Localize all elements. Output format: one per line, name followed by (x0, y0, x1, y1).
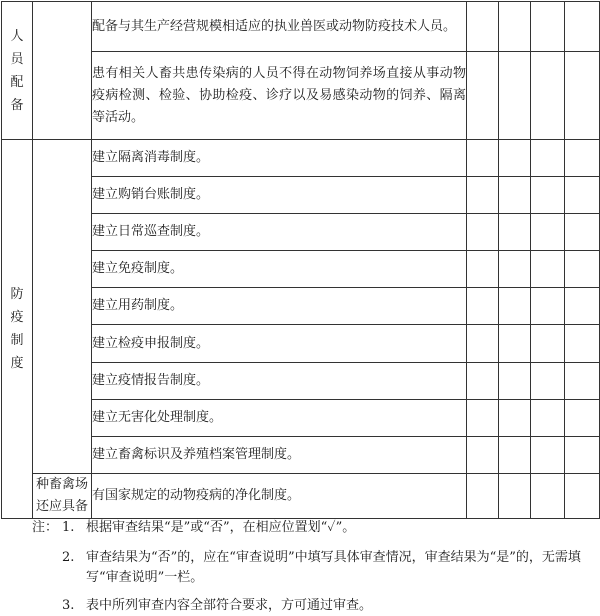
note-item (32, 596, 592, 616)
item-text: 配备与其生产经营规模相适应的执业兽医或动物防疫技术人员。 (92, 2, 467, 52)
note-number: 2. (62, 550, 75, 565)
item-text: 有国家规定的动物疫病的净化制度。 (92, 474, 467, 519)
table-row (2, 251, 600, 288)
remark-cell[interactable] (565, 2, 600, 52)
item-text: 建立免疫制度。 (92, 251, 467, 288)
table-row (2, 2, 600, 52)
result-cell[interactable] (467, 325, 499, 363)
result-cell[interactable] (531, 177, 565, 214)
remark-cell[interactable] (565, 52, 600, 140)
table-row (2, 288, 600, 325)
result-cell[interactable] (467, 251, 499, 288)
result-cell[interactable] (499, 288, 531, 325)
result-cell[interactable] (531, 325, 565, 363)
table-row (2, 214, 600, 251)
notes-label: 注： (32, 520, 59, 535)
table-row (2, 400, 600, 437)
note-number: 1. (62, 520, 75, 535)
note-item (32, 518, 592, 548)
table-row (2, 52, 600, 140)
remark-cell[interactable] (565, 400, 600, 437)
result-cell[interactable] (499, 140, 531, 177)
table-row (2, 325, 600, 363)
result-cell[interactable] (467, 2, 499, 52)
remark-cell[interactable] (565, 214, 600, 251)
remark-cell[interactable] (565, 474, 600, 519)
note-text: 审查结果为“否”的，应在“审查说明”中填写具体审查情况，审查结果为“是”的，无需填写“审查说明”一栏。 (86, 550, 581, 585)
result-cell[interactable] (499, 325, 531, 363)
result-cell[interactable] (499, 214, 531, 251)
result-cell[interactable] (499, 474, 531, 519)
result-cell[interactable] (499, 52, 531, 140)
remark-cell[interactable] (565, 288, 600, 325)
result-cell[interactable] (531, 140, 565, 177)
note-text: 根据审查结果“是”或“否”，在相应位置划“✓”。 (86, 520, 356, 535)
result-cell[interactable] (531, 437, 565, 474)
category-cell (2, 2, 33, 140)
remark-cell[interactable] (565, 363, 600, 400)
result-cell[interactable] (467, 177, 499, 214)
table-row (2, 437, 600, 474)
item-text: 建立疫情报告制度。 (92, 363, 467, 400)
result-cell[interactable] (467, 400, 499, 437)
table-row (2, 177, 600, 214)
remark-cell[interactable] (565, 177, 600, 214)
result-cell[interactable] (531, 363, 565, 400)
remark-cell[interactable] (565, 251, 600, 288)
result-cell[interactable] (531, 2, 565, 52)
result-cell[interactable] (467, 437, 499, 474)
result-cell[interactable] (467, 363, 499, 400)
table-row (2, 140, 600, 177)
result-cell[interactable] (467, 52, 499, 140)
result-cell[interactable] (499, 400, 531, 437)
result-cell[interactable] (531, 400, 565, 437)
item-text: 患有相关人畜共患传染病的人员不得在动物饲养场直接从事动物疫病检测、检验、协助检疫、诊疗以及易感染动物的饲养、隔离等活动。 (92, 52, 467, 140)
category-label: 防疫制度 (10, 287, 24, 371)
result-cell[interactable] (499, 251, 531, 288)
remark-cell[interactable] (565, 325, 600, 363)
item-text: 建立购销台账制度。 (92, 177, 467, 214)
category-cell (2, 140, 33, 519)
result-cell[interactable] (531, 474, 565, 519)
item-text: 建立隔离消毒制度。 (92, 140, 467, 177)
note-number: 3. (62, 598, 75, 613)
subcategory-cell (33, 2, 92, 140)
result-cell[interactable] (467, 288, 499, 325)
result-cell[interactable] (531, 251, 565, 288)
result-cell[interactable] (531, 214, 565, 251)
category-label: 人员配备 (10, 28, 24, 113)
note-item (32, 548, 592, 596)
result-cell[interactable] (531, 288, 565, 325)
item-text: 建立日常巡查制度。 (92, 214, 467, 251)
remark-cell[interactable] (565, 437, 600, 474)
remark-cell[interactable] (565, 140, 600, 177)
item-text: 建立检疫申报制度。 (92, 325, 467, 363)
item-text: 建立畜禽标识及养殖档案管理制度。 (92, 437, 467, 474)
result-cell[interactable] (467, 214, 499, 251)
table-row (2, 474, 600, 519)
review-table (1, 1, 600, 519)
notes-section (32, 518, 592, 616)
subcategory-cell (33, 140, 92, 474)
result-cell[interactable] (467, 474, 499, 519)
result-cell[interactable] (499, 2, 531, 52)
item-text: 建立用药制度。 (92, 288, 467, 325)
note-text: 表中所列审查内容全部符合要求，方可通过审查。 (86, 598, 373, 613)
result-cell[interactable] (467, 140, 499, 177)
item-text: 建立无害化处理制度。 (92, 400, 467, 437)
result-cell[interactable] (499, 437, 531, 474)
table-row (2, 363, 600, 400)
subcategory-label: 种畜禽场还应具备 (33, 474, 92, 519)
result-cell[interactable] (499, 363, 531, 400)
result-cell[interactable] (531, 52, 565, 140)
result-cell[interactable] (499, 177, 531, 214)
